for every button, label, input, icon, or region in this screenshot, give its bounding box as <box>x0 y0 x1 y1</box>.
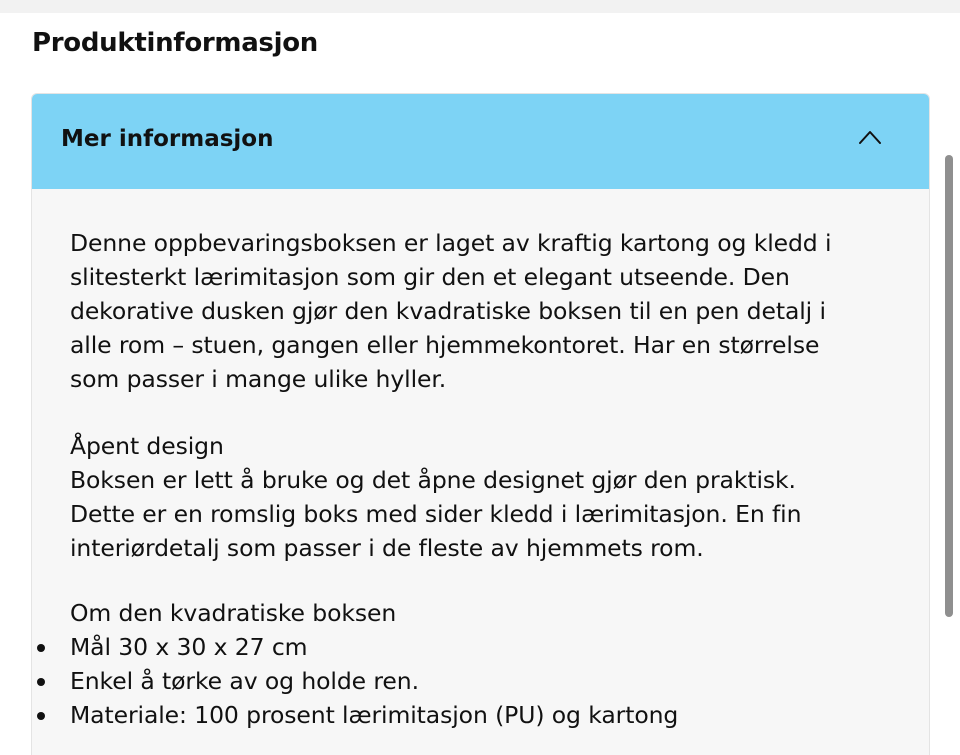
design-line: Boksen er lett å bruke og det åpne designet gjør den praktisk. <box>70 466 796 494</box>
description-line: slitesterkt lærimitasjon som gir den et elegant utseende. Den <box>70 263 790 291</box>
design-heading: Åpent design <box>70 432 224 460</box>
bullet-item: Enkel å tørke av og holde ren. <box>70 667 419 695</box>
accordion-header[interactable] <box>32 94 929 189</box>
bullet-dot <box>37 678 45 686</box>
section-title: Produktinformasjon <box>32 28 318 58</box>
description-line: dekorative dusken gjør den kvadratiske boksen til en pen detalj i <box>70 297 826 325</box>
more-info-accordion <box>31 93 930 755</box>
description-line: som passer i mange ulike hyller. <box>70 365 447 393</box>
description-line: Denne oppbevaringsboksen er laget av kraftig kartong og kledd i <box>70 229 832 257</box>
bullet-dot <box>37 644 45 652</box>
description-line: alle rom – stuen, gangen eller hjemmekontoret. Har en størrelse <box>70 331 820 359</box>
box-heading: Om den kvadratiske boksen <box>70 599 397 627</box>
scrollbar-thumb[interactable] <box>945 155 953 617</box>
bullet-item: Materiale: 100 prosent lærimitasjon (PU) og kartong <box>70 701 679 729</box>
design-line: Dette er en romslig boks med sider kledd i lærimitasjon. En fin <box>70 500 802 528</box>
top-strip <box>0 0 960 13</box>
design-line: interiørdetalj som passer i de fleste av hjemmets rom. <box>70 534 704 562</box>
accordion-title: Mer informasjon <box>61 126 274 152</box>
chevron-up-icon[interactable] <box>859 130 881 144</box>
bullet-item: Mål 30 x 30 x 27 cm <box>70 633 308 661</box>
bullet-dot <box>37 712 45 720</box>
